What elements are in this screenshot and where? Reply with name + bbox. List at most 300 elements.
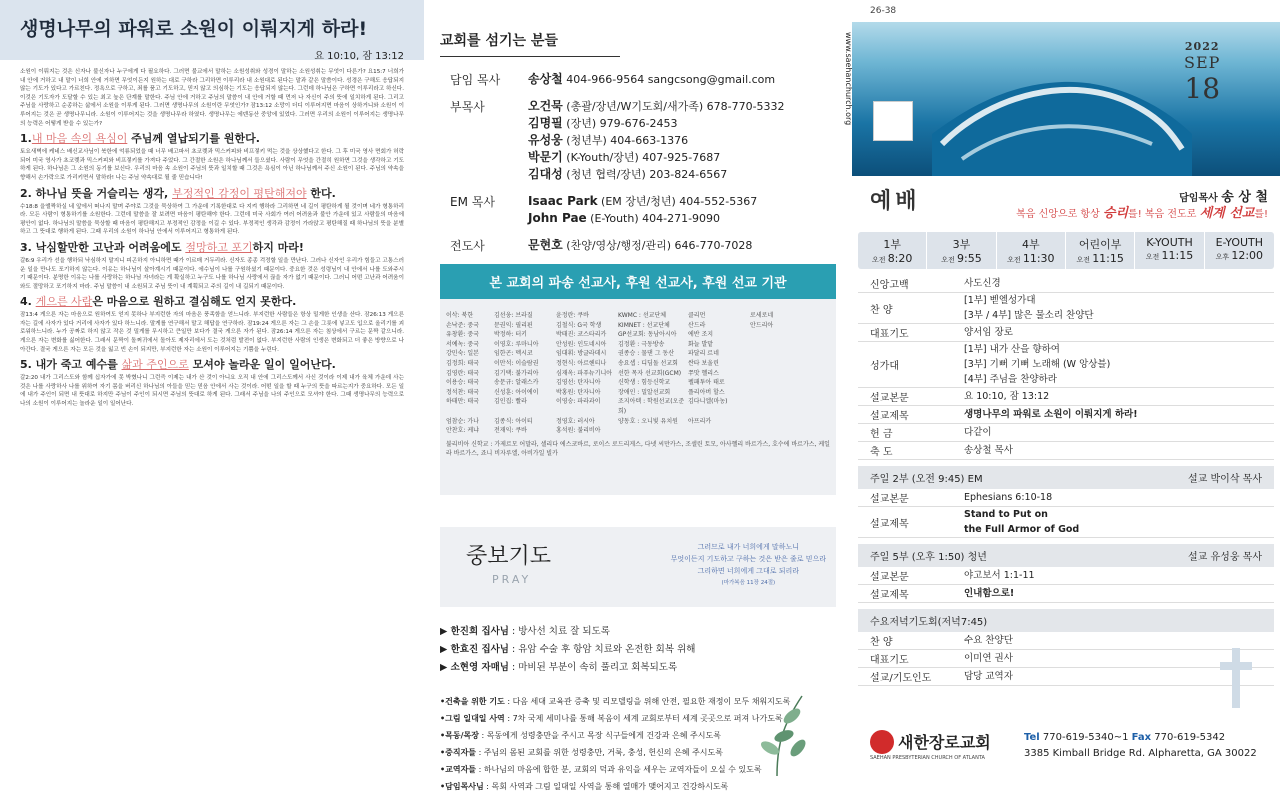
missionary-entry: 임한곤: 멕시코 <box>494 350 533 358</box>
prayer-name: ▶ 한진희 집사님 <box>440 626 509 637</box>
missionary-entry: 에반 조지 <box>688 331 714 339</box>
missionary-entry: 권종승 : 물댄 그 동산 <box>618 350 675 358</box>
church-name: 새한장로교회 <box>898 733 991 752</box>
order-label: 설교/기도인도 <box>870 673 932 684</box>
prayer-topic-title: •건축을 위한 기도 <box>440 697 505 706</box>
staff-detail: (찬양/영상/행정/관리) 646-770-7028 <box>562 239 753 252</box>
em-service-band: 주일 2부 (오전 9:45) EM 설교 박이삭 목사 <box>858 466 1274 489</box>
service-clock: 8:20 <box>887 252 913 265</box>
prayer-topic-text: : 목동에게 성령충만을 주시고 목장 식구들에게 건강과 은혜 주시도록 <box>478 731 721 740</box>
missionary-entry: 이삭: 북한 <box>446 312 474 319</box>
missionary-entry: 김선웅: 브라질 <box>494 312 533 319</box>
staff-name: 문현호 <box>528 238 563 252</box>
wave-image-icon <box>932 64 1192 176</box>
order-value <box>964 389 1262 404</box>
pray-subtitle: PRAY <box>492 573 532 586</box>
order-row <box>858 424 1274 442</box>
missionary-entry: 송요셉 : 디딤돌 선교회 <box>618 359 678 367</box>
missionary-entry: GP선교회: 동남아시아 <box>618 331 677 339</box>
staff-names <box>528 193 757 227</box>
missionary-entry: 신학생 : 힘등신학교 <box>618 379 671 387</box>
leaf-decoration-icon <box>732 686 822 776</box>
service-clock: 9:55 <box>957 252 982 265</box>
service-time <box>997 232 1066 269</box>
prayer-name: ▶ 소현영 자매님 <box>440 662 509 673</box>
order-value <box>964 342 1262 387</box>
order-value <box>964 325 1262 340</box>
staff-detail: (청년부) 404-663-1376 <box>562 134 689 147</box>
worship-column <box>844 0 1280 776</box>
staff-role: 부목사 <box>450 100 485 114</box>
order-label: 찬 양 <box>870 304 893 316</box>
missionary-entry: ㅤ <box>618 427 624 435</box>
service-time-value <box>1135 249 1203 262</box>
sermon-reference: 요 10:10, 잠 13:12 <box>314 51 404 62</box>
order-value-line: 야고보서 1:1-11 <box>964 570 1035 581</box>
church-logo <box>870 730 991 761</box>
service-clock: 11:15 <box>1092 252 1124 265</box>
prayer-request <box>440 659 836 677</box>
order-label: 찬 양 <box>870 637 893 648</box>
bulletin-date <box>1184 40 1220 105</box>
missionary-entry: ㅤ <box>750 417 756 425</box>
order-value <box>964 490 1262 505</box>
section-heading-text: 한다. <box>306 186 336 200</box>
service-time-value <box>1066 252 1134 265</box>
missionary-entry: ㅤ <box>750 379 756 387</box>
order-row <box>858 293 1274 324</box>
staff-member <box>528 166 785 183</box>
staff-name: 박문기 <box>528 150 563 164</box>
service-time-value <box>1205 249 1274 262</box>
staff-detail: (K-Youth/장년) 407-925-7687 <box>562 151 721 164</box>
order-label: 설교제목 <box>870 411 909 422</box>
missionary-entry: 전재익: 쿠바 <box>494 427 527 435</box>
church-contact: Tel 770-619-5340~1 Fax 770-619-5342 3385 Kimball Bridge Rd. Alpharetta, GA 30022 <box>1024 730 1257 762</box>
date-year: 2022 <box>1184 40 1220 53</box>
missionary-entry: ㅤ <box>750 427 756 435</box>
missionary-entry: 김정희: 태국 <box>446 359 479 367</box>
missionary-entry: ㅤ <box>750 340 756 348</box>
missionary-entry: ㅤ <box>750 388 756 396</box>
missionary-entry: 신성훈: 아이에이 <box>494 388 539 396</box>
missionary-entry: 박홍원: 탄자니아 <box>556 388 601 396</box>
order-label: 설교본문 <box>870 393 909 404</box>
order-value-line: [3부] 기뻐 기뻐 노래해 (W 앙상블) <box>964 359 1111 370</box>
service-ampm: 오전 <box>1007 256 1023 264</box>
staff-member <box>528 98 785 115</box>
missionary-entry: 김인집: 빨라 <box>494 398 527 406</box>
missionary-entry: 산드라 <box>688 321 706 329</box>
issue-number: 26-38 <box>870 6 897 16</box>
missionary-entry: 정현식: 아르헨티나 <box>556 359 607 367</box>
order-value-line: Ephesians 6:10-18 <box>964 492 1053 503</box>
sermon-sections <box>20 132 404 408</box>
order-value <box>964 293 1262 323</box>
missionary-entry: 윤정란: 쿠바 <box>556 312 589 319</box>
order-row <box>858 567 1274 585</box>
staff-detail: (장년) 979-676-2453 <box>562 117 678 130</box>
staff-member <box>528 149 785 166</box>
missionary-entry: ㅤ <box>750 369 756 377</box>
missionary-entry: 이영숭: 파라과이 <box>556 398 601 406</box>
missionary-entry: 문권익: 필리핀 <box>494 321 533 329</box>
missionary-entry: 박정하: 터키 <box>494 331 527 339</box>
service-name: E-YOUTH <box>1215 236 1264 249</box>
service-name: 어린이부 <box>1078 238 1122 251</box>
service-time-value <box>997 252 1065 265</box>
staff-role: 전도사 <box>450 239 485 253</box>
missionary-entry: 선한 목자 선교회(GCM) <box>618 369 682 377</box>
order-label: 신앙고백 <box>870 280 909 291</box>
missionary-entry: 김영란: 태국 <box>446 369 479 377</box>
cross-icon <box>1216 648 1256 708</box>
date-month: SEP <box>1184 53 1221 72</box>
missionary-entry: 임대휘: 방글라데시 <box>556 350 607 358</box>
order-row <box>858 507 1274 538</box>
missionary-entry: 플리아버 할스 <box>688 388 725 396</box>
sermon-intro: 소원이 이뤄지는 것은 신자나 불신자나 누구에게 다 필요하다. 그러면 불교에서 말하는 소원성취와 성경이 말하는 소원성취는 무엇이 다른가? 요15:7 너희가 내 안에 거하고 내 말이 너희 안에 거하면 무엇이든지 원하는 대로 구하라 그리하면 이루리라 내 소원대로 된다는 말과 같은 말씀이다. 성경은 구해도 응답되지 않는 기도가 있다고 가르친다. 정욕으로 구하고, 죄를 품고 기도하고, 믿지 않고 의심하는 기도는 응답되지 않는다. 그런데 하나님은 구하면 이루리라고 하신다. 이것은 기도자가 도달할 수 있는 최고 높은 단계를 말한다. 주님 안에 거하고 주님의 말씀이 내 안에 거할 때 먼저 나 자신이 주의 뜻에 일치하게 된다. 그리고 주님을 사랑하고 순종하는 삶에서 소원을 이루게 된다. 그러면 생명나무의 소원이란 무엇인가? 잠13:12 소망이 더디 이루어지면 마음이 상하거니와 소원이 이루어지는 것은 곧 생명나무니라. 소원이 이루어지는 것을 생명나무라 하였다. 생명나무는 에덴동산 중앙에 있었다. 그러면 우리의 소원이 이루어지는 생명나무의 능력은 어떻게 받을 수 있는가? <box>20 69 404 127</box>
order-value-line: 수요 찬양단 <box>964 635 1013 646</box>
pray-verse-line: 그리하면 너희에게 그대로 되리라 <box>697 567 799 575</box>
sermon-section-body: 토요새벽에 케네스 배신교사님이 북한에 억류되었을 때 너무 배고파서 초코렛과 믹스커피와 비프젛키 먹는 것을 상상했다고 한다. 그 후 미국 영사 면회가 허락되어 미국 영사가 초코렛과 믹스커피와 비프젛키를 가져다 주었다. 그 간절한 소원은 하나님께서 들으셨다. 사람이 무엇을 간절히 원하면 그것을 생각하고 기도하게 된다. 하나님은 그 소원의 동기를 보신다. 우리의 마음 속 소원이 주님의 뜻과 일치할 때 그것은 욕심이 아닌 하나님께서 주신 소원이 된다. 주님의 약속을 향해서 손가락으로 가리키면서 말하라! 나는 주님 약속대로 될 줄 믿습니다! <box>20 149 404 181</box>
missionary-entry: 홍석원: 불리비아 <box>556 427 601 435</box>
order-value-line: 생명나무의 파워로 소원이 이뤄지게 하라! <box>964 409 1138 420</box>
cover-image <box>852 0 1280 176</box>
prayer-topic <box>440 778 836 795</box>
missionary-entry: 김정환 : 극동방송 <box>618 340 665 348</box>
prayer-topic-text: : 목회 사역과 그림 일대일 사역을 통해 열매가 맺어지고 건강하시도록 <box>483 782 729 791</box>
service-time <box>1135 232 1204 269</box>
sermon-section-body: 수18:8 을앨짝하실 네 앞에서 떠나지 말며 주야로 그것을 묵상하여 그 가운데 기록한대로 다 지켜 행하라 그리하면 네 길이 평탄하게 될 것이며 네가 형통하리라. 모든 사람이 형통하기를 소원한다. 그런데 말씀을 잘 보려면 마음이 평탄해야 한다. 그런데 미국 사회가 여러 어려움과 불안 가운데 있고 사람들의 마음에 평안이 없다. 하나님의 말씀을 묵상할 때 마음이 평탄해지고 부정적인 감정을 이길 수 있다. 부정적인 생각과 감정이 가라앉고 평탄해질 때 하나님의 뜻을 분별하고 그 뜻대로 행하게 된다. 그때 우리의 소원이 하나님 안에서 이루어지고 형통하게 된다. <box>20 203 404 236</box>
missionary-entry: 아프리카 <box>688 417 712 425</box>
service-ampm: 오전 <box>1076 256 1093 264</box>
staff-name: 송상철 <box>528 72 563 86</box>
staff-title: 교회를 섬기는 분들 <box>440 30 620 57</box>
section-heading-text: 내가 죽고 예수를 <box>31 358 122 372</box>
pray-box <box>440 527 836 607</box>
order-value-line: 이미연 권사 <box>964 653 1013 664</box>
prayer-request <box>440 623 836 641</box>
order-row <box>858 668 1274 686</box>
qr-code-icon[interactable] <box>874 102 912 140</box>
order-row <box>858 324 1274 342</box>
missionary-entry: 김기택: 불가리아 <box>494 369 539 377</box>
service-time-value <box>927 252 995 265</box>
missionary-entry: 안성원: 인도네시아 <box>556 340 607 348</box>
staff-member <box>528 237 752 254</box>
staff-name: 오건묵 <box>528 99 563 113</box>
missionary-entry: 펠패투아 태로 <box>688 379 725 387</box>
order-value <box>964 276 1262 291</box>
middle-column <box>432 0 844 791</box>
order-value <box>964 507 1262 537</box>
youth-service-band: 주일 5부 (오후 1:50) 청년 설교 유성웅 목사 <box>858 544 1274 567</box>
service-name: K-YOUTH <box>1146 236 1193 249</box>
order-row <box>858 388 1274 406</box>
sermon-section-heading <box>20 295 404 309</box>
prayer-topic-title: •그림 일대일 사역 <box>440 714 505 723</box>
section-heading-highlight: 게으른 사람 <box>35 295 93 309</box>
order-label: 대표기도 <box>870 655 909 666</box>
order-label: 대표기도 <box>870 329 909 340</box>
prayer-topic-title: •교역자들 <box>440 765 477 774</box>
staff-names <box>528 71 775 88</box>
sermon-header <box>0 0 424 60</box>
wednesday-service-band: 수요저녁기도회(저녁7:45) <box>858 609 1274 632</box>
order-value <box>964 443 1262 458</box>
church-motto: 복음 신앙으로 항상 승리를! 복음 전도로 세계 선교를! <box>1016 206 1268 221</box>
missionary-entry: 정영호: 러시아 <box>556 417 595 425</box>
missionary-entry: 안찬호: 케냐 <box>446 427 479 435</box>
section-heading-highlight: 절망하고 포기 <box>185 240 253 254</box>
section-number: 2. <box>20 186 32 200</box>
staff-names <box>528 237 752 254</box>
church-url[interactable]: www.saehanchurch.org <box>844 32 853 126</box>
missionary-entry: 쭈맛 헬리스 <box>688 369 719 377</box>
order-label: 설교본문 <box>870 494 909 505</box>
service-name: 3부 <box>952 238 971 251</box>
missionary-entry: ㅤ <box>688 427 694 435</box>
worship-title: 예배 <box>870 189 921 214</box>
missionary-entry: 심재옥: 파푸뉴기니아 <box>556 369 613 377</box>
sermon-section-heading <box>20 187 404 201</box>
service-time <box>1066 232 1135 269</box>
sermon-section-heading <box>20 358 404 372</box>
missionary-entry: 파달리 르네 <box>688 350 719 358</box>
church-logo-icon <box>870 730 894 754</box>
order-label: 설교제목 <box>870 518 909 530</box>
missionary-entry: 이만석: 이슬람권 <box>494 359 539 367</box>
order-row <box>858 489 1274 507</box>
sermon-column <box>0 0 424 776</box>
missionary-entry: KIMNET : 선교단체 <box>618 321 670 329</box>
order-value <box>964 407 1262 422</box>
service-time <box>858 232 927 269</box>
sermon-section-body: 갈6:9 우리가 선을 행하되 낙심하지 말지니 피곤하지 아니하면 때가 이르매 거두리라. 신자도 종종 걱정할 일을 만난다. 그러나 신자인 우리가 힘들고 고통스러운 일을 만나도 포기하지 않는다. 이유는 하나님이 살아계시기 때문이다. 에수님이 나를 구원하셨기 때문이다. 중요한 것은 성령님이 내 안에서 나를 도와주시기 때문이다. 분명한 이유는 나를 사랑하는 하나님 자녀라는 게 확실하고 누구도 나를 하나님 사랑에서 끊을 자가 없기 때문이다. 그러니 어떤 고난과 어려움이 와도 절망하고 포기하지 마라. 주님 말씀이 내 소원되고 주님 뜻이 내 계획되고 주의 길이 내 길되기 때문이다. <box>20 257 404 290</box>
staff-names <box>528 98 785 183</box>
staff-member <box>528 210 757 227</box>
section-heading-text: 낙심할만한 고난과 어려움에도 <box>31 240 186 254</box>
order-value <box>964 425 1262 440</box>
order-label: 설교제목 <box>870 590 909 601</box>
staff-list <box>440 71 836 254</box>
service-ampm: 오전 <box>1145 253 1162 261</box>
staff-name: 유성웅 <box>528 133 563 147</box>
sermon-section-body: 갈2:20 내가 그리스도와 함께 십자가에 못 박혔나니 그런즉 이제는 내가 산 것이 아니요 오직 내 안에 그리스도께서 사신 것이라 이제 내가 육체 가운데 사는 것은 나를 사랑하사 나를 위하여 자기 몸을 버리신 하나님의 아들을 믿는 믿음 안에서 사는 것이라. 어떤 일을 할 때 누구의 뜻을 따르는지가 중요하다. 모든 일에 내가 주인이 되면 내 뜻대로 하지만 주님이 주인이 되시면 주님의 뜻대로 하게 된다. 그래서 주님을 나의 주인으로 모셔야 한다. 그때 생명나무의 능력으로 나의 소원이 이루어지는 놀라운 일이 일어난다. <box>20 375 404 408</box>
service-ampm: 오전 <box>871 256 888 264</box>
section-heading-text: 주님께 열납되기를 원한다. <box>127 132 260 146</box>
staff-name: Isaac Park <box>528 194 598 208</box>
order-value-line: 요 10:10, 잠 13:12 <box>964 391 1050 402</box>
order-value-line: Stand to Put on <box>964 509 1048 520</box>
section-heading-highlight: 부정적인 감정이 평탄해져야 <box>172 186 307 200</box>
order-value-line: [1부] 내가 산을 향하여 <box>964 344 1060 355</box>
staff-member <box>528 115 785 132</box>
missionary-entry: 장애인 : 밀알선교회 <box>618 388 671 396</box>
service-name: 1부 <box>883 238 901 251</box>
prayer-topic-text: : 7차 국제 세미나를 통해 복음이 세계 교회로부터 세계 곳곳으로 퍼져 나가도록 <box>504 714 783 723</box>
worship-order <box>858 275 1274 686</box>
order-row <box>858 442 1274 460</box>
order-value-line: the Full Armor of God <box>964 524 1080 535</box>
pray-logo: 중보기도 <box>466 544 552 569</box>
prayer-name: ▶ 한효진 집사님 <box>440 644 509 655</box>
section-heading-highlight: 삶과 주인으로 <box>121 358 189 372</box>
missionary-entry: 손낙준: 중국 <box>446 321 479 329</box>
order-value-line: [1부] 벧엘성가대 <box>964 295 1036 306</box>
missionary-entry: 하태만: 태국 <box>446 398 479 406</box>
order-value-line: 인내함으로! <box>964 588 1015 599</box>
missionary-entry: 양동호 : 오니빛 유치원 <box>618 417 678 425</box>
staff-role: 담임 목사 <box>450 73 501 87</box>
mission-title: 본 교회의 파송 선교사, 후원 선교사, 후원 선교 기관 <box>440 264 836 299</box>
staff-name: 김명필 <box>528 116 563 130</box>
missionary-entry: 박태진: 코스타리카 <box>556 331 607 339</box>
missionary-entry: 정석찬: 태국 <box>446 388 479 396</box>
missionary-entry: 화늘 발맡 <box>688 340 714 348</box>
prayer-topic-title: •목동/목장 <box>440 731 479 740</box>
worship-header <box>852 176 1280 222</box>
missionary-entry: ㅤ <box>750 398 756 406</box>
staff-group <box>440 237 836 254</box>
missionary-entry: 싼타 보울린 <box>688 359 719 367</box>
staff-group <box>440 98 836 183</box>
sermon-section-heading <box>20 241 404 255</box>
staff-name: 김대성 <box>528 167 563 181</box>
pray-verse-line: 그러므로 내가 너희에게 말하노니 <box>697 543 799 551</box>
missionary-entry: 유창환: 중국 <box>446 331 479 339</box>
service-name: 4부 <box>1022 238 1040 251</box>
prayer-topic-title: •담임목사님 <box>440 782 484 791</box>
church-address: 3385 Kimball Bridge Rd. Alpharetta, GA 30022 <box>1024 748 1257 759</box>
missionary-entry: 안드리아 <box>750 321 774 329</box>
order-label: 축 도 <box>870 447 893 458</box>
missionary-entry: ㅤ <box>750 350 756 358</box>
missionary-entry: 서예녹: 중국 <box>446 340 479 348</box>
prayer-topic-text: : 주님의 몸된 교회를 위한 성령충만, 거룩, 충성, 헌신의 은혜 주시도록 <box>476 748 723 757</box>
missionary-entry: ㅤ <box>750 359 756 367</box>
prayer-request <box>440 641 836 659</box>
prayer-topic-title: •중직자들 <box>440 748 477 757</box>
pray-verse-ref: (마가복음 11장 24절) <box>721 580 776 586</box>
staff-member <box>528 132 785 149</box>
church-name-en: SAEHAN PRESBYTERIAN CHURCH OF ATLANTA <box>870 755 985 761</box>
staff-detail: (E-Youth) 404-271-9090 <box>586 212 721 225</box>
order-value-line: [4부] 주님을 찬양하라 <box>964 374 1057 385</box>
missionary-grid <box>446 311 830 436</box>
missionary-entry: 김영선: 탄자니아 <box>556 379 601 387</box>
prayer-text: : 방사선 치료 잘 되도록 <box>508 626 610 637</box>
missionary-entry: 조지아텍 : 학원선교(오준희) <box>618 398 685 415</box>
service-clock: 12:00 <box>1231 249 1264 262</box>
missionary-entry: 송문규: 알래스카 <box>494 379 539 387</box>
staff-detail: (청년 협력/장년) 203-824-6567 <box>562 168 728 181</box>
missionary-entry: 김종식: 아이티 <box>494 417 533 425</box>
missionary-entry: 김다니엘(마농) <box>688 398 728 406</box>
prayer-text: : 유암 수술 후 항암 치료와 온전한 회복 위해 <box>508 644 696 655</box>
order-row <box>858 342 1274 388</box>
prayer-topic-text: : 하나님의 마음에 합한 분, 교회의 덕과 유익을 세우는 교역자들이 오실 수 있도록 <box>476 765 762 774</box>
section-number: 5. <box>20 358 32 372</box>
sermon-section-heading <box>20 132 404 146</box>
sermon-body <box>20 68 404 409</box>
staff-name: John Pae <box>528 211 587 225</box>
order-value-line: 다같이 <box>964 427 992 438</box>
mission-box <box>440 299 836 495</box>
staff-group <box>440 193 836 227</box>
service-ampm: 오후 <box>1215 253 1232 261</box>
church-footer <box>852 722 1280 776</box>
order-value-line: 송상철 목사 <box>964 445 1013 456</box>
order-value <box>964 586 1262 601</box>
staff-group <box>440 71 836 88</box>
service-time <box>1205 232 1274 269</box>
order-value-line: [3부 / 4부] 많은 물소리 찬양단 <box>964 310 1094 321</box>
staff-detail: (EM 장년/청년) 404-552-5367 <box>597 195 758 208</box>
missionary-entry: 로세로네 <box>750 312 774 319</box>
staff-member <box>528 71 775 88</box>
staff-detail: 404-966-9564 sangcsong@gmail.com <box>562 73 776 86</box>
prayer-topic-text: : 다음 세대 교육관 증축 및 리모델링을 위해 안전, 필요한 재정이 모두 채워지도록 <box>504 697 791 706</box>
order-label: 헌 금 <box>870 429 893 440</box>
section-heading-text: 은 마음으로 원하고 결심해도 얻지 못한다. <box>92 295 297 309</box>
section-heading-text: 모셔야 놀라운 일이 일어난다. <box>188 358 336 372</box>
service-time-value <box>858 252 926 265</box>
prayer-request-list <box>440 623 836 677</box>
missionary-entry: 김철식: G국 학생 <box>556 321 602 329</box>
pray-verse-line: 무엇이든지 기도하고 구하는 것은 받은 줄로 믿으라 <box>670 555 826 563</box>
order-row <box>858 650 1274 668</box>
missionary-entry: ㅤ <box>750 331 756 339</box>
order-row <box>858 585 1274 603</box>
missionary-entry: KWMC : 선교단체 <box>618 312 667 319</box>
prayer-text: : 마비된 부분이 속히 풀리고 회복되도록 <box>508 662 678 673</box>
missionary-entry: 엄참순: 가나 <box>446 417 479 425</box>
service-times <box>858 232 1274 269</box>
order-row <box>858 275 1274 293</box>
staff-detail: (총괄/장년/W기도회/새가족) 678-770-5332 <box>562 100 785 113</box>
sermon-section-body: 잠13:4 게으른 자는 마음으로 원하여도 얻지 못하나 부지런한 자의 마음은 풍족함을 얻느니라. 부지런한 사람들은 항상 밀게한 인생을 산다. 잠26:13 게으른 자는 길에 사자가 있다 거리에 사자가 있다 하느니라. 말게를 연구해서 말고 해답을 연구하라. 잠19:24 게으른 자는 그 손을 그릇에 넣고도 입으로 올리기를 괴로워하느니라. 누가 공짜로 하지 않고 작은 것 밀게를 무시하고 큰일만 보다가 결국 게으른 자가 된다. 잠26:14 게으른 자는 침상에서 구르는 문짝 같으니라. 게으른 자는 변화를 싫어한다. 그래서 문짝이 돌쩌귀에서 돌아도 제자리에서 도는 것처럼 발전이 없다. 부지런한 사람의 인생은 변화되고 더 좋은 방향으로 나아간다. 결국 게으른 자는 모든 것을 잃고 빈 손이 되지만, 부지런한 자는 소원이 이루어지는 기쁨을 누린다. <box>20 312 404 353</box>
sermon-title: 생명나무의 파워로 소원이 이뤄지게 하라! <box>20 18 368 40</box>
service-ampm: 오전 <box>941 256 958 264</box>
order-value-line: 담당 교역자 <box>964 671 1013 682</box>
order-value <box>964 568 1262 583</box>
date-day: 18 <box>1184 72 1221 105</box>
order-row <box>858 406 1274 424</box>
order-row <box>858 632 1274 650</box>
service-time <box>927 232 996 269</box>
missionary-entry: 강민숙: 일본 <box>446 350 479 358</box>
section-number: 4. <box>20 295 32 309</box>
order-value <box>964 633 1262 648</box>
section-number: 3. <box>20 240 32 254</box>
section-number: 1. <box>20 132 32 146</box>
section-heading-text: 하지 마라! <box>252 240 304 254</box>
staff-role: EM 목사 <box>450 195 495 209</box>
order-value-line: 사도신경 <box>964 278 1001 289</box>
missionary-entry: 이영호: 루마니아 <box>494 340 539 348</box>
missionary-entry: 이용승: 태국 <box>446 379 479 387</box>
pastor-label: 담임목사 <box>1179 193 1218 204</box>
section-heading-highlight: 내 마음 속의 욕심이 <box>31 132 128 146</box>
order-label: 설교본문 <box>870 572 909 583</box>
pastor-name: 송 상 철 <box>1221 190 1268 205</box>
mission-footer: 불리비아 신학교 : 가제르모 어말라, 셀리다 에스코바르, 로이스 로드리게스, 다넷 씨만카스, 조셀린 토모, 아사헬리 바르가스, 호수에 바르가스, 케일라 바르가스, 죠니 비자루엘, 아비가일 빌카 <box>446 440 830 458</box>
service-clock: 11:30 <box>1022 252 1055 265</box>
order-value-line: 양서임 장로 <box>964 327 1013 338</box>
service-clock: 11:15 <box>1161 249 1194 262</box>
